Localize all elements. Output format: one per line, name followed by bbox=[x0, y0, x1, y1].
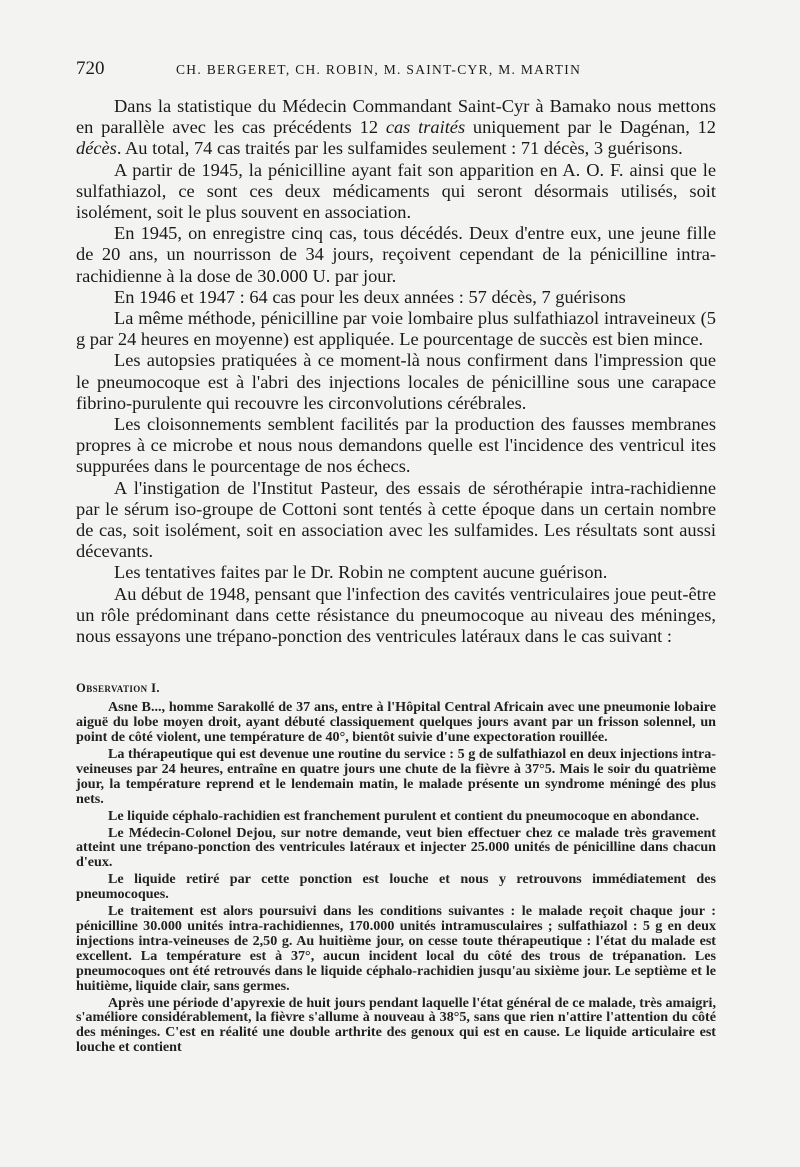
observation-paragraph: Le liquide retiré par cette ponction est louche et nous y retrouvons immédiatement des pneumocoques. bbox=[76, 871, 716, 903]
paragraph: Les tentatives faites par le Dr. Robin ne comptent aucune guérison. bbox=[114, 562, 608, 583]
paragraph: Dans la statistique du Médecin Commandant Saint-Cyr à Bamako nous mettons en parallèle avec les cas précédents 12 cas traités uniquement par le Dagénan, 12 décès. Au total, 74 cas traités par les sulfamides seulement : 71 décès, 3 guérisons. bbox=[76, 96, 716, 159]
paragraph: A partir de 1945, la pénicilline ayant fait son apparition en A. O. F. ainsi que le sulfathiazol, ce sont ces deux médicaments qui seront désormais utilisés, soit isolément, soit le plus souvent en association. bbox=[76, 159, 716, 223]
observation-heading: Observation I. bbox=[76, 681, 160, 696]
paragraph: A l'instigation de l'Institut Pasteur, des essais de sérothérapie intra-rachidienne par le sérum iso-groupe de Cottoni sont tentés à cette époque dans un certain nombre de cas, soit isolément, soit en association avec les sulfamides. Les résultats sont aussi décevants. bbox=[76, 477, 716, 562]
paragraph: La même méthode, pénicilline par voie lombaire plus sulfathiazol intraveineux (5 g par 24 heures en moyenne) est appliquée. Le pourcentage de succès est bien mince. bbox=[76, 308, 716, 350]
paragraph: Au début de 1948, pensant que l'infection des cavités ventriculaires joue peut-être un rôle prédominant dans cette résistance du pneumocoque au niveau des méninges, nous essayons une trépano-ponction des ventricules latéraux dans le cas suivant : bbox=[76, 583, 716, 647]
running-head: CH. BERGERET, CH. ROBIN, M. SAINT-CYR, M. MARTIN bbox=[176, 62, 582, 77]
observation-paragraph: La thérapeutique qui est devenue une routine du service : 5 g de sulfathiazol en deux injections intra-veineuses par 24 heures, entraîne en quatre jours une chute de la fièvre à 37°5. Mais le soir du quatrième jour, la température reprend et le lendemain matin, le malade présente un syndrome méningé des plus nets. bbox=[76, 746, 716, 807]
paragraph: En 1946 et 1947 : 64 cas pour les deux années : 57 décès, 7 guérisons bbox=[114, 286, 626, 307]
page-header bbox=[76, 58, 716, 88]
observation-paragraph: Asne B..., homme Sarakollé de 37 ans, entre à l'Hôpital Central Africain avec une pneumonie lobaire aiguë du lobe moyen droit, ayant débuté classiquement quelques jours avant par un frisson solennel, un point de côté violent, une température de 40°, bientôt suivie d'une expectoration rouillée. bbox=[76, 699, 716, 746]
paragraph: Les autopsies pratiquées à ce moment-là nous confirment dans l'impression que le pneumocoque est à l'abri des injections locales de pénicilline sous une carapace fibrino-purulente qui recouvre les circonvolutions cérébrales. bbox=[76, 350, 716, 413]
observation-paragraph: Le traitement est alors poursuivi dans les conditions suivantes : le malade reçoit chaque jour : pénicilline 30.000 unités intra-rachidiennes, 170.000 unités intramusculaires ; sulfathiazol : 5 g en deux injections intra-veineuses de 2,50 g. Au huitième jour, on cesse toute thérapeutique : l'état du malade est excellent. La température est à 37°, aucun incident local du côté des trous de trépanation. Les pneumocoques ont été retrouvés dans le liquide céphalo-rachidien jusqu'au sixième jour. Le septième et le huitième, liquide clair, sans germes. bbox=[76, 903, 716, 994]
page-number: 720 bbox=[76, 58, 105, 79]
observation-paragraph: Après une période d'apyrexie de huit jours pendant laquelle l'état général de ce malade, très amaigri, s'améliore considérablement, la fièvre s'allume à nouveau à 38°5, sans que rien n'attire l'attention du côté des méninges. C'est en réalité une double arthrite des genoux qui est en cause. Le liquide articulaire est louche et contient bbox=[76, 994, 716, 1056]
paragraph: Les cloisonnements semblent facilités par la production des fausses membranes propres à ce microbe et nous nous demandons quelle est l'incidence des ventricul ites suppurées dans le pourcentage de nos échecs. bbox=[76, 414, 716, 477]
observation-text bbox=[76, 700, 716, 1055]
observation-paragraph: Le Médecin-Colonel Dejou, sur notre demande, veut bien effectuer chez ce malade très gravement atteint une trépano-ponction des ventricules latéraux et injecter 25.000 unités de pénicilline dans chacun d'eux. bbox=[76, 824, 716, 871]
main-text bbox=[76, 96, 716, 647]
observation-paragraph: Le liquide céphalo-rachidien est franchement purulent et contient du pneumocoque en abondance. bbox=[108, 807, 700, 824]
journal-page bbox=[76, 58, 716, 1055]
paragraph: En 1945, on enregistre cinq cas, tous décédés. Deux d'entre eux, une jeune fille de 20 ans, un nourrisson de 34 jours, reçoivent cependant de la pénicilline intra-rachidienne à la dose de 30.000 U. par jour. bbox=[76, 223, 716, 286]
